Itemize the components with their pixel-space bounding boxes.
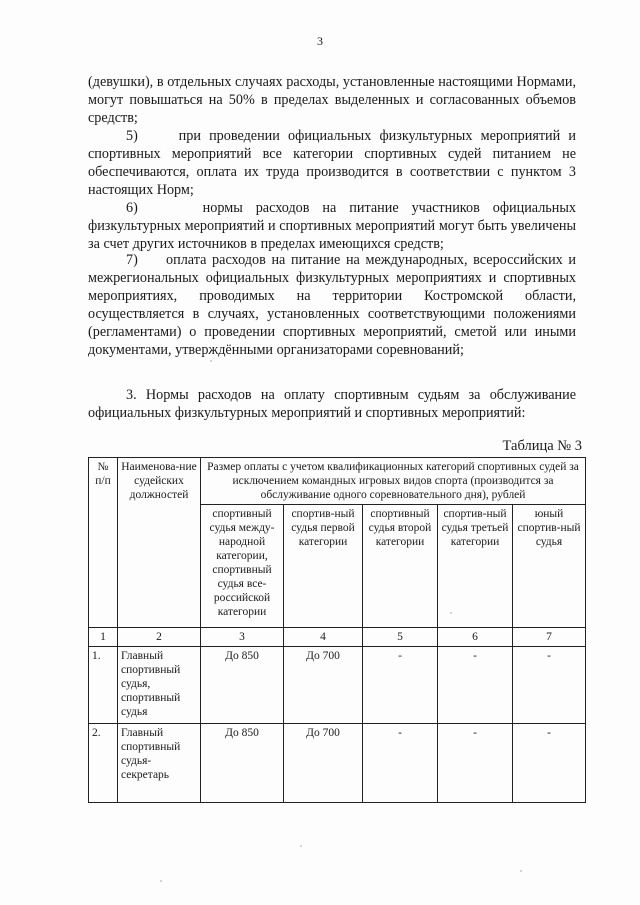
header-category-international: спортивный судья между-народной категории, спортивный судья все-российской категории (201, 505, 284, 628)
header-category-third: спортив-ный судья третьей категории (438, 505, 513, 628)
paragraph-section-3: 3. Нормы расходов на оплату спортивным судьям за обслуживание официальных физкультурных мероприятий и спортивных мероприятий: (88, 387, 576, 421)
scan-speck (450, 612, 452, 614)
paragraph-item-5: 5) при проведении официальных физкультурных мероприятий и спортивных мероприятий все категории спортивных судей питанием не обеспечиваются, оплата их труда производится в соответствии с пунктом 3 настоящих Норм; (88, 128, 576, 198)
page-number: 3 (317, 34, 323, 48)
column-number: 1 (89, 628, 118, 647)
row-value: - (513, 724, 586, 803)
row-value: До 700 (284, 724, 363, 803)
row-value: - (438, 724, 513, 803)
table-header-row (89, 458, 586, 505)
table-row (89, 647, 586, 724)
scan-speck (160, 880, 162, 882)
header-num: № п/п (89, 458, 118, 628)
header-category-junior: юный спортив-ный судья (513, 505, 586, 628)
row-value: - (513, 647, 586, 724)
column-number: 6 (438, 628, 513, 647)
header-payment-group: Размер оплаты с учетом квалификационных категорий спортивных судей за исключением командных игровых видов спорта (производится за обслуживание одного соревновательного дня), рублей (201, 458, 586, 505)
row-value: До 850 (201, 724, 284, 803)
row-value: До 700 (284, 647, 363, 724)
row-num: 2. (89, 724, 118, 803)
column-number: 3 (201, 628, 284, 647)
table-caption: Таблица № 3 (502, 438, 582, 454)
scan-speck (520, 870, 522, 872)
column-number: 7 (513, 628, 586, 647)
header-position: Наименова-ние судейских должностей (118, 458, 201, 628)
column-number: 4 (284, 628, 363, 647)
header-category-second: спортивный судья второй категории (363, 505, 438, 628)
scan-speck (300, 845, 302, 847)
header-category-first: спортив-ный судья первой категории (284, 505, 363, 628)
table-row (89, 724, 586, 803)
row-value: До 850 (201, 647, 284, 724)
row-value: - (363, 724, 438, 803)
row-position-name: Главный спортивный судья, спортивный судья (118, 647, 201, 724)
row-position-name: Главный спортивный судья-секретарь (118, 724, 201, 803)
paragraph-continuation: (девушки), в отдельных случаях расходы, установленные настоящими Нормами, могут повышаться на 50% в пределах выделенных и согласованных объемов средств; (88, 74, 576, 126)
row-value: - (363, 647, 438, 724)
row-value: - (438, 647, 513, 724)
column-number-row (89, 628, 586, 647)
column-number: 2 (118, 628, 201, 647)
referee-rates-table (88, 457, 586, 803)
paragraph-item-7: 7) оплата расходов на питание на международных, всероссийских и межрегиональных официальных физкультурных мероприятиях и спортивных мероприятиях, проводимых на территории Костромской области, осуществляется в случаях, установленных соответствующими положениями (регламентами) о проведении спортивных мероприятий, сметой или иными документами, утверждёнными организаторами соревнований; (88, 252, 576, 358)
paragraph-item-6: 6) нормы расходов на питание участников официальных физкультурных мероприятий и спортивных мероприятий могут быть увеличены за счет других источников в пределах имеющихся средств; (88, 200, 576, 252)
scan-speck (210, 360, 212, 362)
row-num: 1. (89, 647, 118, 724)
column-number: 5 (363, 628, 438, 647)
